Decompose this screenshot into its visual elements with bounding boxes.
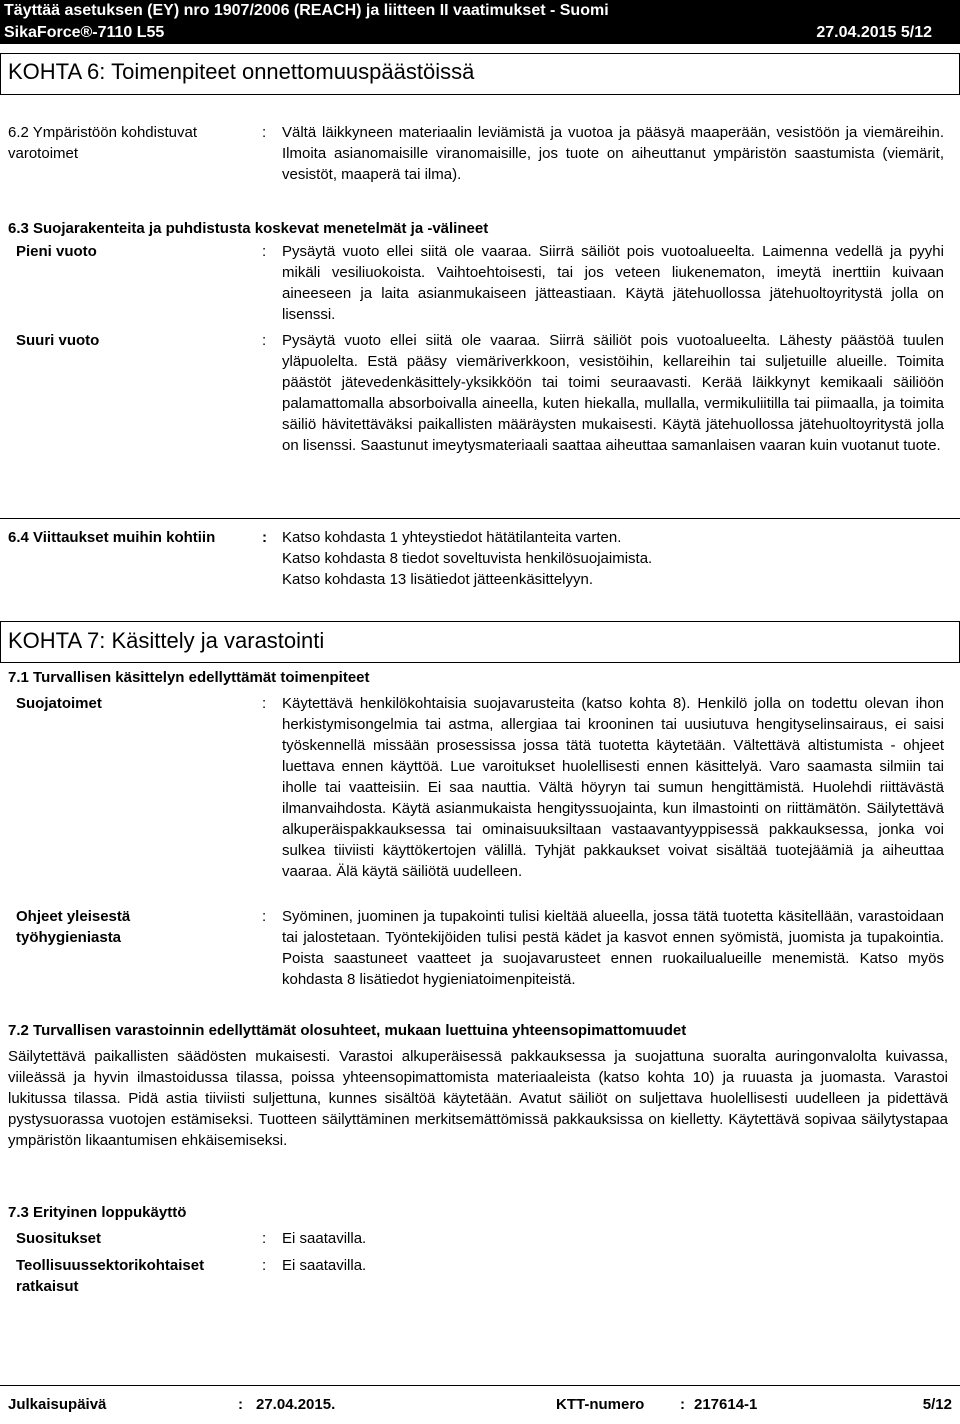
footer-ktt-colon: : [680, 1396, 685, 1413]
hygiene-colon: : [262, 908, 267, 925]
recommendations-colon: : [262, 1230, 267, 1247]
large-leak-label: Suuri vuoto [16, 332, 100, 349]
protection-text: Käytettävä henkilökohtaisia suojavarusteita (katso kohta 8). Henkilö jolla on todettu olevan ihon herkistymisongelmia tai astma, allergiaa tai krooninen tai uusiutuva hengityselinsairaus, ei saisi työskennellä missään prosessissa jossa tätä tuotetta käytetään. Vältettävä altistumista - ohjeet luettava ennen käyttöä. Lue varoitukset huolellisesti ennen käsittelyä. Varo saamasta silmiin tai iholle tai vaatteisiin. Ei saa nauttia. Vältä höyryn tai sumun hengittämistä. Huolehdi riittävästä ilmanvaihdosta. Käytä asianmukaista hengityssuojainta, kun ilmastointi on riittämätön. Säilytettävä alkuperäispakkauksessa tai ominaisuuksiltaan vastaavantyyppisessä pakkauksessa, jonka voi sulkea tiiviisti käyttökertojen välillä. Tyhjät pakkaukset voivat sisältää tuotejäämiä ja aiheuttaa vaaraa. Älä käytä säiliötä uudelleen. [282, 695, 944, 880]
small-leak-text: Pysäytä vuoto ellei siitä ole vaaraa. Siirrä säiliöt pois vuotoalueelta. Laimenna vedellä ja pyyhi mikäli vesiliuokoista. Vaihtoehtoisesti, tai jos veteen liukenematon, imeytä inerttiin kuivaan aineeseen ja laita asianmukaiseen jätteastiaan. Käytä jätehuollossa jätehuoltoyritystä jolla on lisenssi. [282, 243, 944, 323]
footer-date-colon: : [238, 1396, 243, 1413]
section6-title: KOHTA 6: Toimenpiteet onnettomuuspäästöissä [8, 59, 475, 84]
hygiene-label: Ohjeet yleisestä työhygieniasta [16, 908, 131, 946]
product-header [0, 22, 960, 44]
s64-divider [0, 518, 960, 519]
section7-title: KOHTA 7: Käsittely ja varastointi [8, 628, 325, 653]
footer-ktt-number: 217614-1 [694, 1396, 758, 1413]
industry-value: Ei saatavilla. [282, 1257, 367, 1274]
protection-label: Suojatoimet [16, 695, 102, 712]
small-leak-label: Pieni vuoto [16, 243, 97, 260]
s72-text: Säilytettävä paikallisten säädösten mukaisesti. Varastoi alkuperäisessä pakkauksessa ja suojattuna suoralta auringonvalolta kuivassa, viileässä ja hyvin ilmastoidussa tilassa, poissa yhteensopimattomista materiaaleista (katso kohta 10) ja ruuasta ja juomasta. Varastoi lukitussa tilassa. Pidä astia tiiviisti suljettuna, kunnes sisältöä käytetään. Avatut säiliöt on suljettava huolellisesti uudelleen ja pidettävä pystysuorassa vuotojen estämiseksi. Tuotteen säilyttäminen merkitsemättömissä pakkauksissa on kielletty. Käytettävä sopivaa säilytystapaa ympäristön likaantumisen ehkäisemiseksi. [8, 1048, 948, 1149]
s64-colon: : [262, 529, 267, 546]
protection-colon: : [262, 695, 267, 712]
s64-line-3: Katso kohdasta 13 lisätiedot jätteenkäsittelyyn. [282, 571, 594, 588]
small-leak-colon: : [262, 243, 267, 260]
s73-heading: 7.3 Erityinen loppukäyttö [8, 1204, 187, 1221]
s64-line-2: Katso kohdasta 8 tiedot soveltuvista henkilösuojaimista. [282, 550, 653, 567]
s64-lines [282, 527, 944, 590]
s63-heading: 6.3 Suojarakenteita ja puhdistusta koskevat menetelmät ja -välineet [8, 220, 489, 237]
s72-heading: 7.2 Turvallisen varastoinnin edellyttämät olosuhteet, mukaan luettuina yhteensopimattomuudet [8, 1022, 687, 1039]
footer-date-label: Julkaisupäivä [8, 1396, 107, 1413]
hygiene-text: Syöminen, juominen ja tupakointi tulisi kieltää alueella, jossa tätä tuotetta käsitellään, varastoidaan tai jalostetaan. Työntekijöiden tulisi pestä kädet ja kasvot ennen syömistä, juomista ja tupakointia. Poista saastuneet vaatteet ja suojavarusteet ennen ruokailualueille menemistä. Katso myös kohdasta 8 lisätiedot hygieniatoimenpiteistä. [282, 908, 944, 988]
recommendations-value: Ei saatavilla. [282, 1230, 367, 1247]
s64-label: 6.4 Viittaukset muihin kohtiin [8, 529, 216, 546]
s62-text: Vältä läikkyneen materiaalin leviämistä ja vuotoa ja pääsyä maaperään, vesistöön ja viemäreihin. Ilmoita asianomaisille viranomaisille, jos tuote on aiheuttanut ympäristön saastumista (viemärit, vesistöt, maaperä tai ilma). [282, 124, 944, 183]
s71-heading: 7.1 Turvallisen käsittelyn edellyttämät toimenpiteet [8, 669, 370, 686]
industry-colon: : [262, 1257, 267, 1274]
product-name: SikaForce®-7110 L55 [4, 24, 165, 41]
large-leak-colon: : [262, 332, 267, 349]
footer-ktt-label: KTT-numero [556, 1396, 645, 1413]
s62-label: 6.2 Ympäristöön kohdistuvat varotoimet [8, 124, 198, 162]
footer-date: 27.04.2015. [256, 1396, 336, 1413]
regulation-header [0, 0, 960, 22]
footer-page: 5/12 [922, 1396, 952, 1413]
recommendations-label: Suositukset [16, 1230, 102, 1247]
regulation-text: Täyttää asetuksen (EY) nro 1907/2006 (REACH) ja liitteen II vaatimukset - Suomi [4, 2, 609, 19]
s62-colon: : [262, 124, 267, 141]
industry-label: Teollisuussektorikohtaiset ratkaisut [16, 1257, 205, 1295]
large-leak-text: Pysäytä vuoto ellei siitä ole vaaraa. Siirrä säiliöt pois vuotoalueelta. Lähesty päästöä tuulen yläpuolelta. Estä pääsy viemäriverkkoon, vesistöihin, kellareihin tai suljetuille alueille. Toimita päästöt jätevedenkäsittely-yksikköön tai toimi seuraavasti. Kerää läikkynyt kemikaali säiliöön palamattomalla absorboivalla aineella, kuten hiekalla, mullalla, vermikuliitilla tai piimaalla, ja toimita säiliö hävitettäväksi paikallisten määräysten mukaisesti. Käytä jätehuollossa jätehuoltoyritystä jolla on lisenssi. Saastunut imeytysmateriaali saattaa aiheuttaa samanlaisen vaaran kuin vuotanut tuote. [282, 332, 944, 454]
header-date-page: 27.04.2015 5/12 [816, 24, 932, 41]
s64-line-1: Katso kohdasta 1 yhteystiedot hätätilanteita varten. [282, 529, 622, 546]
footer [0, 1385, 960, 1424]
